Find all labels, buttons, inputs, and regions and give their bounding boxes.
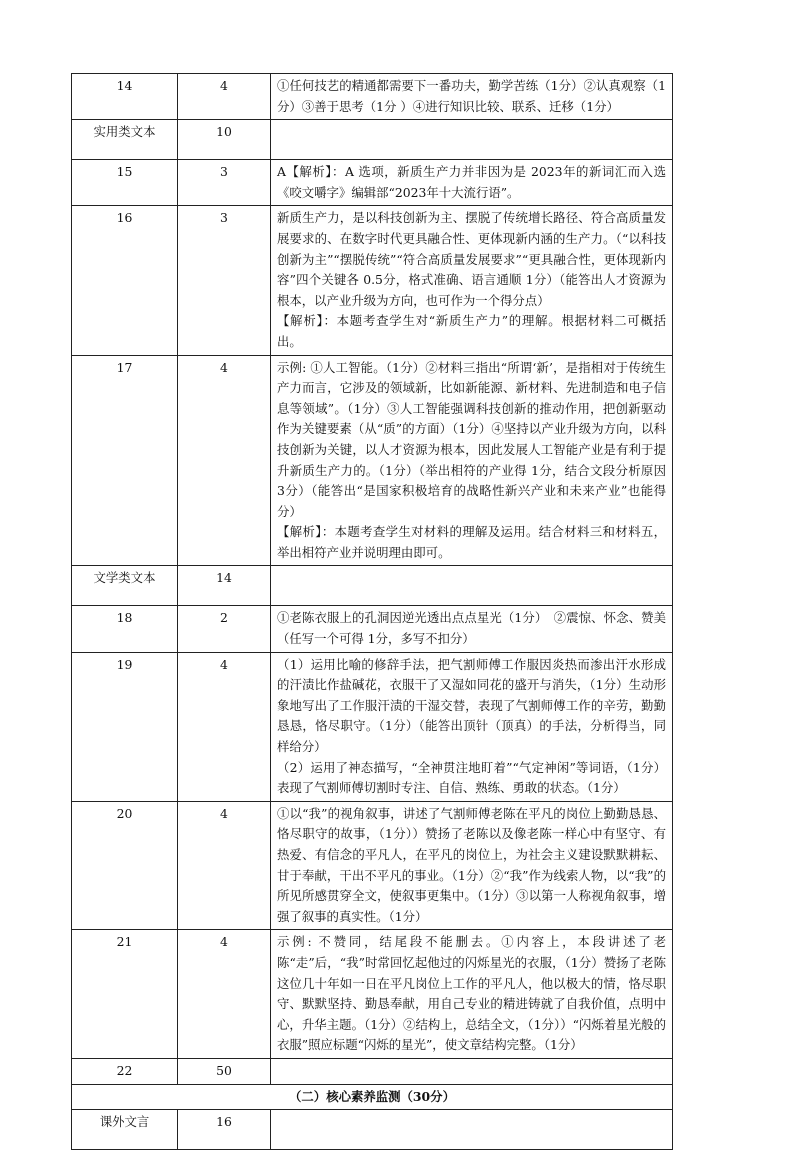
answer-cell	[271, 160, 673, 206]
score-cell: 16	[178, 1110, 271, 1150]
answer-cell	[271, 206, 673, 355]
table-row	[72, 801, 673, 930]
question-number-cell: 22	[72, 1058, 178, 1084]
score-cell: 4	[178, 652, 271, 801]
answer-cell	[271, 1110, 673, 1150]
table-row	[72, 930, 673, 1059]
answer-paragraph: ①任何技艺的精通都需要下一番功夫，勤学苦练（1分）②认真观察（1分）③善于思考（1分 ）④进行知识比较、联系、迁移（1分）	[277, 78, 666, 114]
question-number-cell: 21	[72, 930, 178, 1059]
answer-paragraph	[277, 122, 666, 143]
score-cell: 14	[178, 566, 271, 606]
answer-paragraph: 示例: 不赞同，结尾段不能删去。①内容上，本段讲述了老陈“走”后，“我”时常回忆起他过的闪烁星光的衣服，（1分）赞扬了老陈这位几十年如一日在平凡岗位上工作的平凡人，他以极大的情，恪尽职守、默默坚持、勤恳奉献，用自己专业的精进铸就了自我价值，点明中心，升华主题。（1分）②结构上，总结全文，（1分））“闪烁着星光般的衣服”照应标题“闪烁的星光”，使文章结构完整。（1分）	[277, 934, 666, 1053]
table-body	[72, 74, 673, 1150]
answer-cell	[271, 566, 673, 606]
score-cell: 4	[178, 74, 271, 120]
answer-paragraph: 示例: ①人工智能。（1分）②材料三指出“所谓‘新’，是指相对于传统生产力而言，它涉及的领域新，比如新能源、新材料、先进制造和电子信息等领域”。（1分）③人工智能强调科技创新的推动作用，把创新驱动作为关键要素（从“质”的方面）（1分）④坚持以产业升级为方向，以科技创新为关键，以人才资源为根本，因此发展人工智能产业是有利于提升新质生产力的。（1分）（举出相符的产业得 1分，结合文段分析原因 3分）（能答出“是国家积极培育的战略性新兴产业和未来产业”也能得分）	[277, 359, 666, 519]
score-cell: 4	[178, 801, 271, 930]
table-row	[72, 652, 673, 801]
answer-cell	[271, 355, 673, 566]
answer-paragraph: ①以“我”的视角叙事，讲述了气割师傅老陈在平凡的岗位上勤勤恳恳、恪尽职守的故事，（1分））赞扬了老陈以及像老陈一样心中有坚守、有热爱、有信念的平凡人，在平凡的岗位上，为社会主义建设默默耕耘、甘于奉献，干出不平凡的事业。（1分）②“我”作为线索人物，以“我”的所见所感贯穿全文，使叙事更集中。（1分）③以第一人称视角叙事，增强了叙事的真实性。（1分）	[277, 805, 666, 924]
question-number-cell: 15	[72, 160, 178, 206]
question-number-cell: 14	[72, 74, 178, 120]
table-row	[72, 1058, 673, 1084]
score-cell: 50	[178, 1058, 271, 1084]
answer-paragraph	[277, 1061, 666, 1082]
table-row	[72, 160, 673, 206]
score-cell: 3	[178, 160, 271, 206]
score-cell: 10	[178, 120, 271, 160]
score-cell: 2	[178, 606, 271, 652]
answer-paragraph	[277, 568, 666, 589]
question-number-cell: 20	[72, 801, 178, 930]
answer-cell	[271, 652, 673, 801]
section-row	[72, 1084, 673, 1110]
answer-cell	[271, 74, 673, 120]
answer-paragraph: （1）运用比喻的修辞手法，把气割师傅工作服因炎热而渗出汗水形成的汗渍比作盐碱花，衣服干了又湿如同花的盛开与消失，（1分）生动形象地写出了工作服汗渍的干湿交替，表现了气割师傅工作的辛劳，勤勤恳恳，恪尽职守。（1分）（能答出顶针（顶真）的手法，分析得当，同样给分）	[277, 656, 666, 755]
question-number-cell: 16	[72, 206, 178, 355]
table-row	[72, 566, 673, 606]
table-row	[72, 120, 673, 160]
question-number-cell: 实用类文本	[72, 120, 178, 160]
answer-paragraph: （2）运用了神态描写，“全神贯注地盯着”“气定神闲”等词语，（1分）表现了气割师傅切割时专注、自信、熟练、勇敢的状态。（1分）	[277, 759, 666, 796]
table-row	[72, 74, 673, 120]
answer-table	[71, 73, 673, 1150]
answer-paragraph: 【解析】：本题考查学生对材料的理解及运用。结合材料三和材料五，举出相符产业并说明理由即可。	[277, 524, 666, 560]
question-number-cell: 17	[72, 355, 178, 566]
answer-cell	[271, 930, 673, 1059]
answer-cell	[271, 801, 673, 930]
answer-paragraph	[277, 1112, 666, 1133]
question-number-cell: 19	[72, 652, 178, 801]
table-row	[72, 606, 673, 652]
question-number-cell: 文学类文本	[72, 566, 178, 606]
answer-paragraph: ①老陈衣服上的孔洞因逆光透出点点星光（1分） ②震惊、怀念、赞美（任写一个可得 1分，多写不扣分）	[277, 610, 666, 647]
answer-cell	[271, 606, 673, 652]
answer-paragraph: A【解析】：A 选项，新质生产力并非因为是 2023年的新词汇而入选《咬文嚼字》编辑部“2023年十大流行语”。	[277, 164, 666, 200]
score-cell: 4	[178, 355, 271, 566]
answer-paragraph: 新质生产力，是以科技创新为主、摆脱了传统增长路径、符合高质量发展要求的、在数字时代更具融合性、更体现新内涵的生产力。（“以科技创新为主”“摆脱传统”“符合高质量发展要求”“更具融合性，更体现新内容”四个关键各 0.5分，格式准确、语言通顺 1分）（能答出人才资源为根本，以产业升级为方向，也可作为一个得分点）	[277, 210, 666, 308]
question-number-cell: 18	[72, 606, 178, 652]
score-cell: 4	[178, 930, 271, 1059]
table-row	[72, 1110, 673, 1150]
question-number-cell: 课外文言	[72, 1110, 178, 1150]
section-title: （二）核心素养监测（30分）	[72, 1084, 673, 1110]
score-cell: 3	[178, 206, 271, 355]
table-row	[72, 206, 673, 355]
answer-cell	[271, 120, 673, 160]
answer-cell	[271, 1058, 673, 1084]
table-row	[72, 355, 673, 566]
answer-paragraph: 【解析】：本题考查学生对“新质生产力”的理解。根据材料二可概括出。	[277, 313, 666, 349]
